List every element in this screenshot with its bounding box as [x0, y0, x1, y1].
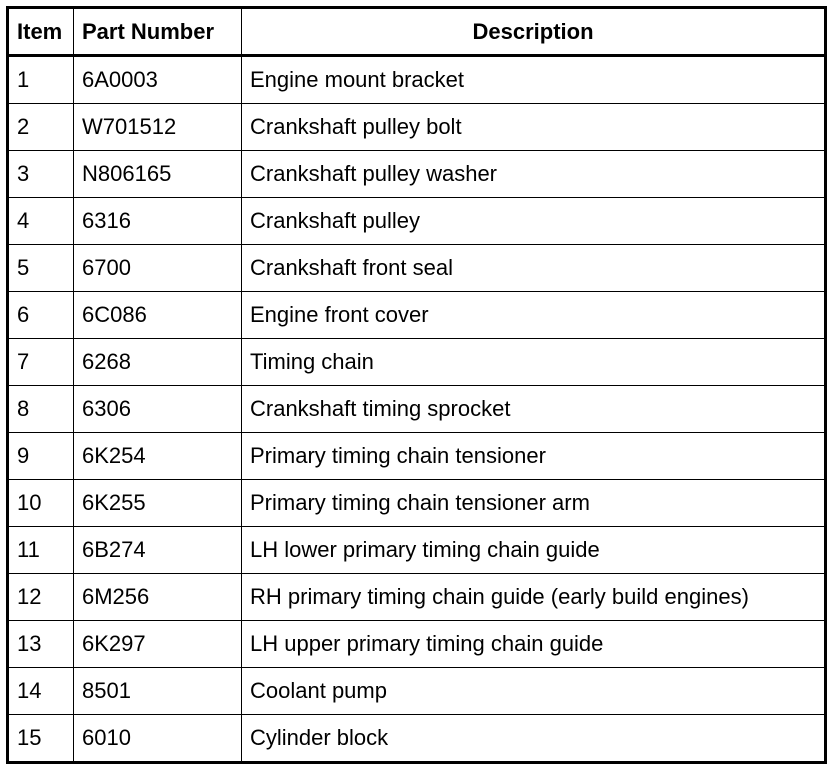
cell-item: 11 [8, 527, 74, 574]
table-row [8, 527, 826, 574]
table-row [8, 715, 826, 763]
table-row [8, 198, 826, 245]
cell-item: 10 [8, 480, 74, 527]
cell-description: Crankshaft timing sprocket [242, 386, 826, 433]
cell-item: 1 [8, 56, 74, 104]
table-row [8, 104, 826, 151]
cell-description: Crankshaft pulley bolt [242, 104, 826, 151]
cell-description: Coolant pump [242, 668, 826, 715]
cell-item: 13 [8, 621, 74, 668]
table-row [8, 433, 826, 480]
cell-description: LH upper primary timing chain guide [242, 621, 826, 668]
cell-part-number: 6700 [74, 245, 242, 292]
cell-item: 15 [8, 715, 74, 763]
cell-item: 6 [8, 292, 74, 339]
table-row [8, 574, 826, 621]
cell-item: 2 [8, 104, 74, 151]
cell-part-number: 6A0003 [74, 56, 242, 104]
cell-item: 12 [8, 574, 74, 621]
header-description: Description [242, 8, 826, 56]
cell-description: LH lower primary timing chain guide [242, 527, 826, 574]
cell-description: Engine mount bracket [242, 56, 826, 104]
cell-description: Crankshaft front seal [242, 245, 826, 292]
cell-description: Timing chain [242, 339, 826, 386]
cell-item: 4 [8, 198, 74, 245]
table-row [8, 480, 826, 527]
table-row [8, 386, 826, 433]
cell-item: 5 [8, 245, 74, 292]
cell-description: Crankshaft pulley [242, 198, 826, 245]
header-item: Item [8, 8, 74, 56]
table-row [8, 339, 826, 386]
table-row [8, 292, 826, 339]
table-header-row [8, 8, 826, 56]
table-row [8, 621, 826, 668]
cell-item: 9 [8, 433, 74, 480]
cell-part-number: 6010 [74, 715, 242, 763]
cell-part-number: 6C086 [74, 292, 242, 339]
cell-item: 7 [8, 339, 74, 386]
table-row [8, 245, 826, 292]
cell-description: Crankshaft pulley washer [242, 151, 826, 198]
cell-description: Cylinder block [242, 715, 826, 763]
table-row [8, 668, 826, 715]
cell-item: 14 [8, 668, 74, 715]
cell-part-number: N806165 [74, 151, 242, 198]
cell-item: 8 [8, 386, 74, 433]
cell-part-number: 8501 [74, 668, 242, 715]
cell-part-number: 6316 [74, 198, 242, 245]
parts-table [6, 6, 827, 764]
cell-description: RH primary timing chain guide (early build engines) [242, 574, 826, 621]
table-row [8, 151, 826, 198]
table-body [8, 56, 826, 763]
cell-part-number: 6K255 [74, 480, 242, 527]
cell-description: Engine front cover [242, 292, 826, 339]
cell-item: 3 [8, 151, 74, 198]
cell-description: Primary timing chain tensioner [242, 433, 826, 480]
cell-description: Primary timing chain tensioner arm [242, 480, 826, 527]
cell-part-number: 6268 [74, 339, 242, 386]
table-row [8, 56, 826, 104]
header-part-number: Part Number [74, 8, 242, 56]
cell-part-number: 6B274 [74, 527, 242, 574]
cell-part-number: 6306 [74, 386, 242, 433]
cell-part-number: 6K297 [74, 621, 242, 668]
cell-part-number: 6K254 [74, 433, 242, 480]
cell-part-number: 6M256 [74, 574, 242, 621]
cell-part-number: W701512 [74, 104, 242, 151]
